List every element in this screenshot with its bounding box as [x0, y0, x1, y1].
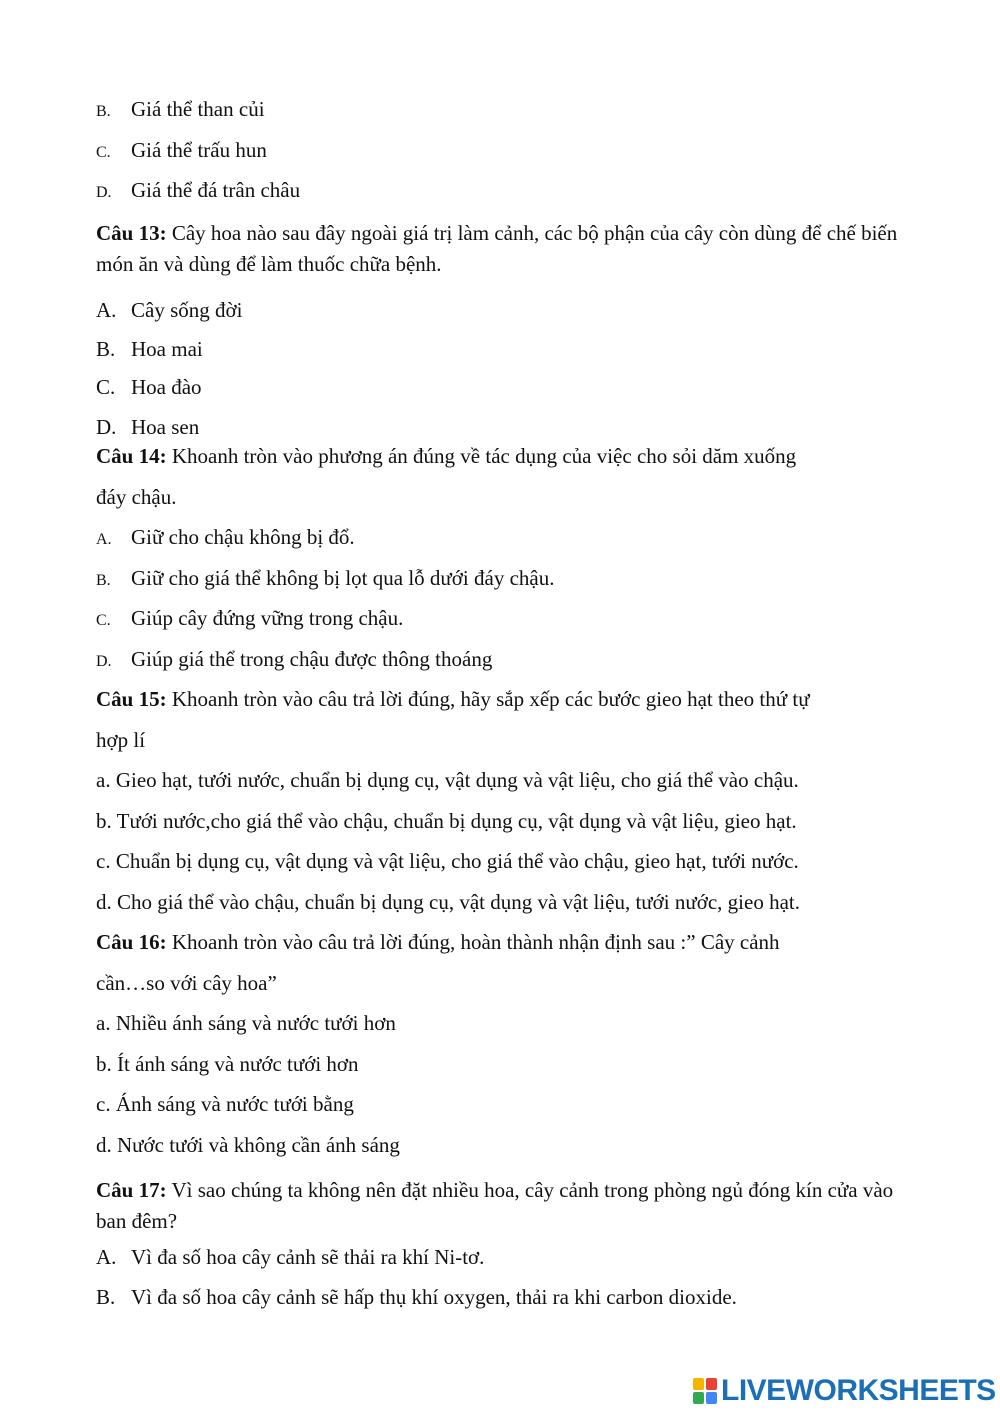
q13-option-d: D. Hoa sen: [96, 415, 200, 439]
q13-question: Câu 13: Cây hoa nào sau đây ngoài giá trị làm cảnh, các bộ phận của cây còn dùng để chế biến món ăn và dùng để làm thuốc chữa bệnh.: [96, 221, 898, 276]
q14-option-b: B. Giữ cho giá thể không bị lọt qua lỗ dưới đáy chậu.: [96, 566, 555, 590]
q13-option-a: A. Cây sống đời: [96, 298, 243, 322]
q15-option-b: b. Tưới nước,cho giá thể vào chậu, chuẩn bị dụng cụ, vật dụng và vật liệu, gieo hạt.: [96, 809, 797, 833]
q16-question: Câu 16: Khoanh tròn vào câu trả lời đúng, hoàn thành nhận định sau :” Cây cảnh: [96, 930, 780, 954]
q14-option-d: D. Giúp giá thể trong chậu được thông thoáng: [96, 647, 493, 671]
q14-option-a: A. Giữ cho chậu không bị đổ.: [96, 525, 355, 549]
q12-option-b: B. Giá thể than củi: [96, 97, 265, 121]
liveworksheets-logo: [693, 1375, 996, 1407]
q16-option-b: b. Ít ánh sáng và nước tưới hơn: [96, 1052, 359, 1076]
q17-question: Câu 17: Vì sao chúng ta không nên đặt nhiều hoa, cây cảnh trong phòng ngủ đóng kín cửa vào ban đêm?: [96, 1178, 894, 1233]
q15-option-a: a. Gieo hạt, tưới nước, chuẩn bị dụng cụ, vật dụng và vật liệu, cho giá thể vào chậu.: [96, 768, 799, 792]
q15-option-d: d. Cho giá thể vào chậu, chuẩn bị dụng cụ, vật dụng và vật liệu, tưới nước, gieo hạt.: [96, 890, 800, 914]
liveworksheets-logo-icon: [693, 1378, 717, 1404]
q14-option-c: C. Giúp cây đứng vững trong chậu.: [96, 606, 404, 630]
liveworksheets-logo-text: LIVEWORKSHEETS: [721, 1374, 996, 1407]
q15-option-c: c. Chuẩn bị dụng cụ, vật dụng và vật liệu, cho giá thể vào chậu, gieo hạt, tưới nước.: [96, 849, 799, 873]
q14-question-cont: đáy chậu.: [96, 485, 177, 509]
q16-option-d: d. Nước tưới và không cần ánh sáng: [96, 1133, 400, 1157]
q16-option-c: c. Ánh sáng và nước tưới bằng: [96, 1092, 354, 1116]
q12-option-d: D. Giá thể đá trân châu: [96, 178, 301, 202]
q14-question: Câu 14: Khoanh tròn vào phương án đúng về tác dụng của việc cho sỏi dăm xuống: [96, 444, 797, 468]
q17-option-b: B. Vì đa số hoa cây cảnh sẽ hấp thụ khí oxygen, thải ra khi carbon dioxide.: [96, 1285, 737, 1309]
q15-question: Câu 15: Khoanh tròn vào câu trả lời đúng, hãy sắp xếp các bước gieo hạt theo thứ tự: [96, 687, 810, 711]
q16-option-a: a. Nhiều ánh sáng và nước tưới hơn: [96, 1011, 396, 1035]
q13-option-b: B. Hoa mai: [96, 337, 203, 361]
q13-option-c: C. Hoa đào: [96, 375, 202, 399]
q16-question-cont: cần…so với cây hoa”: [96, 971, 277, 995]
q12-option-c: C. Giá thể trấu hun: [96, 138, 267, 162]
q17-option-a: A. Vì đa số hoa cây cảnh sẽ thải ra khí Ni-tơ.: [96, 1245, 485, 1269]
q15-question-cont: hợp lí: [96, 728, 146, 752]
